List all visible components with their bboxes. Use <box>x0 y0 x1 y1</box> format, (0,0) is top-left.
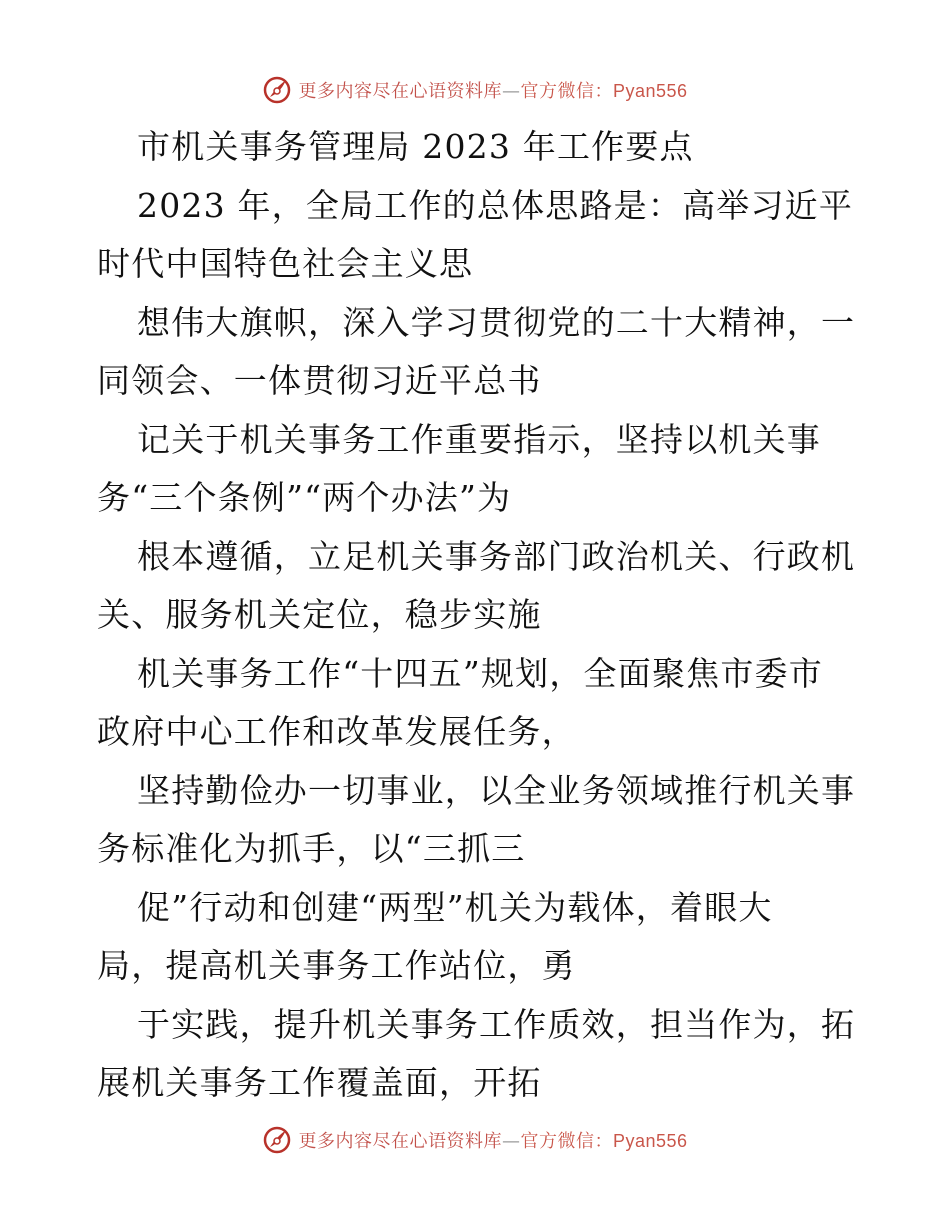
watermark-dash: — <box>501 1131 521 1152</box>
watermark-text <box>298 77 687 103</box>
document-title: 市机关事务管理局 2023 年工作要点 <box>137 127 694 166</box>
watermark-wechat-id: Pyan556 <box>612 81 688 101</box>
quill-logo-icon <box>262 1125 292 1155</box>
text-line: 政府中心工作和改革发展任务， <box>97 712 576 751</box>
text-line: 务标准化为抓手，以“三抓三 <box>97 829 526 868</box>
text-line: 想伟大旗帜，深入学习贯彻党的二十大精神，一 <box>137 302 856 342</box>
watermark-contact-label: 官方微信： <box>520 81 613 102</box>
watermark-text <box>298 1127 687 1153</box>
watermark-dash: — <box>501 81 521 102</box>
text-line: 促”行动和创建“两型”机关为载体，着眼大 <box>137 887 773 927</box>
text-line: 时代中国特色社会主义思 <box>97 244 474 283</box>
text-line: 机关事务工作“十四五”规划，全面聚焦市委市 <box>137 653 823 693</box>
text-line: 展机关事务工作覆盖面，开拓 <box>97 1063 542 1102</box>
text-line: 于实践，提升机关事务工作质效，担当作为，拓 <box>137 1004 856 1044</box>
watermark-banner-top <box>0 70 950 110</box>
watermark-slogan: 更多内容尽在心语资料库 <box>298 81 502 102</box>
quill-logo-icon <box>262 75 292 105</box>
text-line: 关、服务机关定位，稳步实施 <box>97 595 542 634</box>
text-line: 记关于机关事务工作重要指示，坚持以机关事 <box>137 419 821 459</box>
text-line: 根本遵循，立足机关事务部门政治机关、行政机 <box>137 536 856 576</box>
watermark-wechat-id: Pyan556 <box>612 1131 688 1151</box>
text-line: 同领会、一体贯彻习近平总书 <box>97 361 542 400</box>
document-body <box>97 118 857 1113</box>
text-line: 务“三个条例”“两个办法”为 <box>97 478 512 517</box>
watermark-contact-label: 官方微信： <box>520 1131 613 1152</box>
text-line: 2023 年，全局工作的总体思路是：高举习近平 <box>137 185 854 225</box>
text-line: 坚持勤俭办一切事业，以全业务领域推行机关事 <box>137 770 856 810</box>
watermark-slogan: 更多内容尽在心语资料库 <box>298 1131 502 1152</box>
watermark-banner-bottom <box>0 1120 950 1160</box>
text-line: 局，提高机关事务工作站位，勇 <box>97 946 576 985</box>
